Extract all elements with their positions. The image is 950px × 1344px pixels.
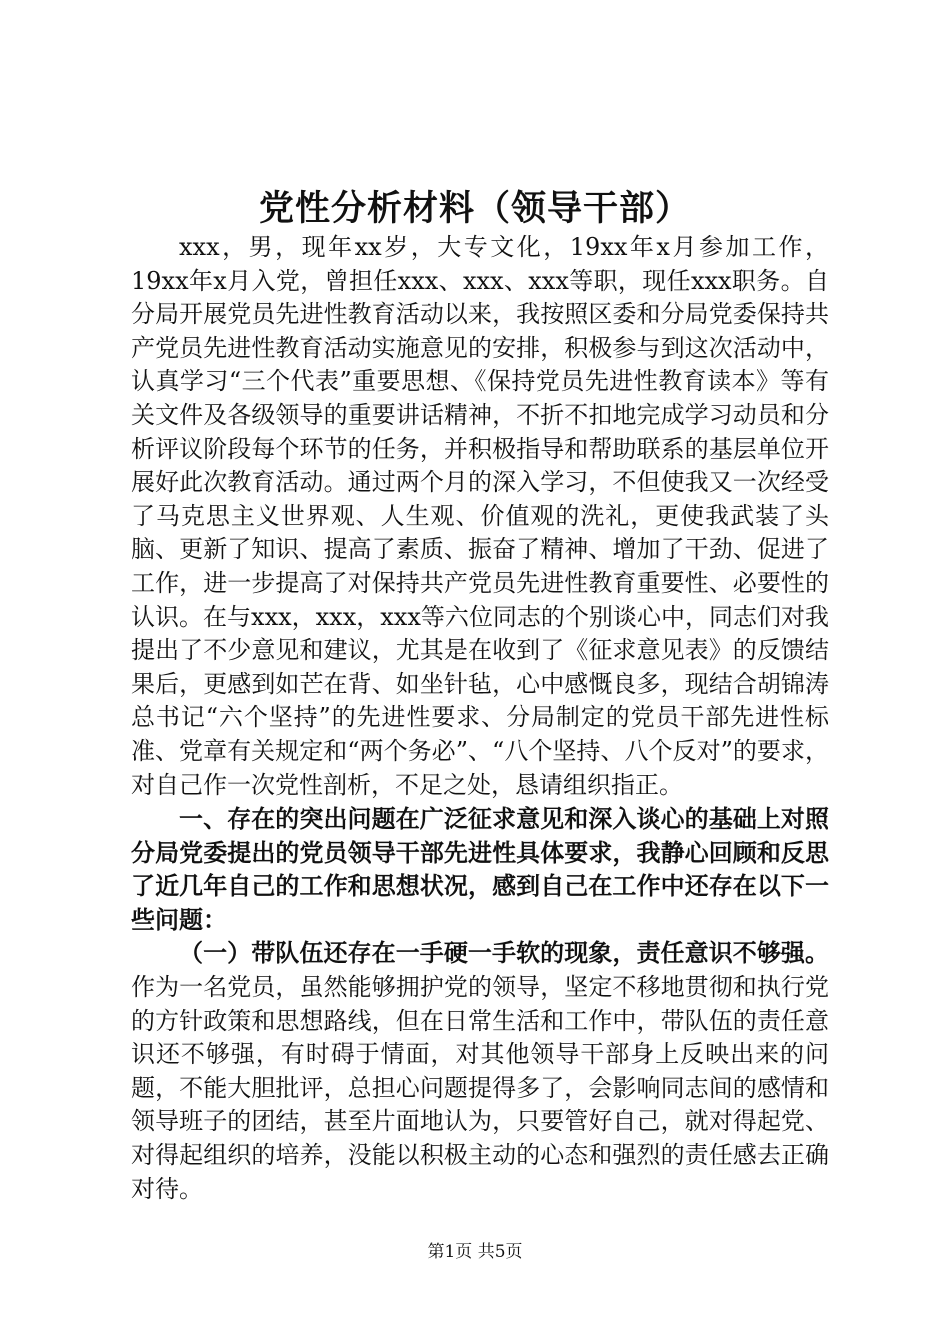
- document-body: [131, 231, 829, 1206]
- paragraph-intro: xxx，男，现年xx岁，大专文化，19xx年x月参加工作，19xx年x月入党，曾担任xxx、xxx、xxx等职，现任xxx职务。自分局开展党员先进性教育活动以来，我按照区委和分局党委保持共产党员先进性教育活动实施意见的安排，积极参与到这次活动中，认真学习“三个代表”重要思想、《保持党员先进性教育读本》等有关文件及各级领导的重要讲话精神，不折不扣地完成学习动员和分析评议阶段每个环节的任务，并积极指导和帮助联系的基层单位开展好此次教育活动。通过两个月的深入学习，不但使我又一次经受了马克思主义世界观、人生观、价值观的洗礼，更使我武装了头脑、更新了知识、提高了素质、振奋了精神、增加了干劲、促进了工作，进一步提高了对保持共产党员先进性教育重要性、必要性的认识。在与xxx，xxx，xxx等六位同志的个别谈心中，同志们对我提出了不少意见和建议，尤其是在收到了《征求意见表》的反馈结果后，更感到如芒在背、如坐针毡，心中感慨良多，现结合胡锦涛总书记“六个坚持”的先进性要求、分局制定的党员干部先进性标准、党章有关规定和“两个务必”、“八个坚持、八个反对”的要求，对自己作一次党性剖析，不足之处，恳请组织指正。: [131, 233, 829, 799]
- page-footer: 第1页 共5页: [427, 1242, 523, 1262]
- subsection-heading: （一）带队伍还存在一手硬一手软的现象，责任意识不够强。: [179, 938, 829, 968]
- paragraph-subsection-one: [131, 936, 829, 1206]
- subsection-text: 作为一名党员，虽然能够拥护党的领导，坚定不移地贯彻和执行党的方针政策和思想路线，但在日常生活和工作中，带队伍的责任意识还不够强，有时碍于情面，对其他领导干部身上反映出来的问题，不能大胆批评，总担心问题提得多了，会影响同志间的感情和领导班子的团结，甚至片面地认为，只要管好自己，就对得起党、对得起组织的培养，没能以积极主动的心态和强烈的责任感去正确对待。: [131, 973, 829, 1203]
- paragraph-section-one: 一、存在的突出问题在广泛征求意见和深入谈心的基础上对照分局党委提出的党员领导干部先进性具体要求，我静心回顾和反思了近几年自己的工作和思想状况，感到自己在工作中还存在以下一些问题：: [131, 804, 829, 934]
- document-title: 党性分析材料（领导干部）: [258, 188, 691, 229]
